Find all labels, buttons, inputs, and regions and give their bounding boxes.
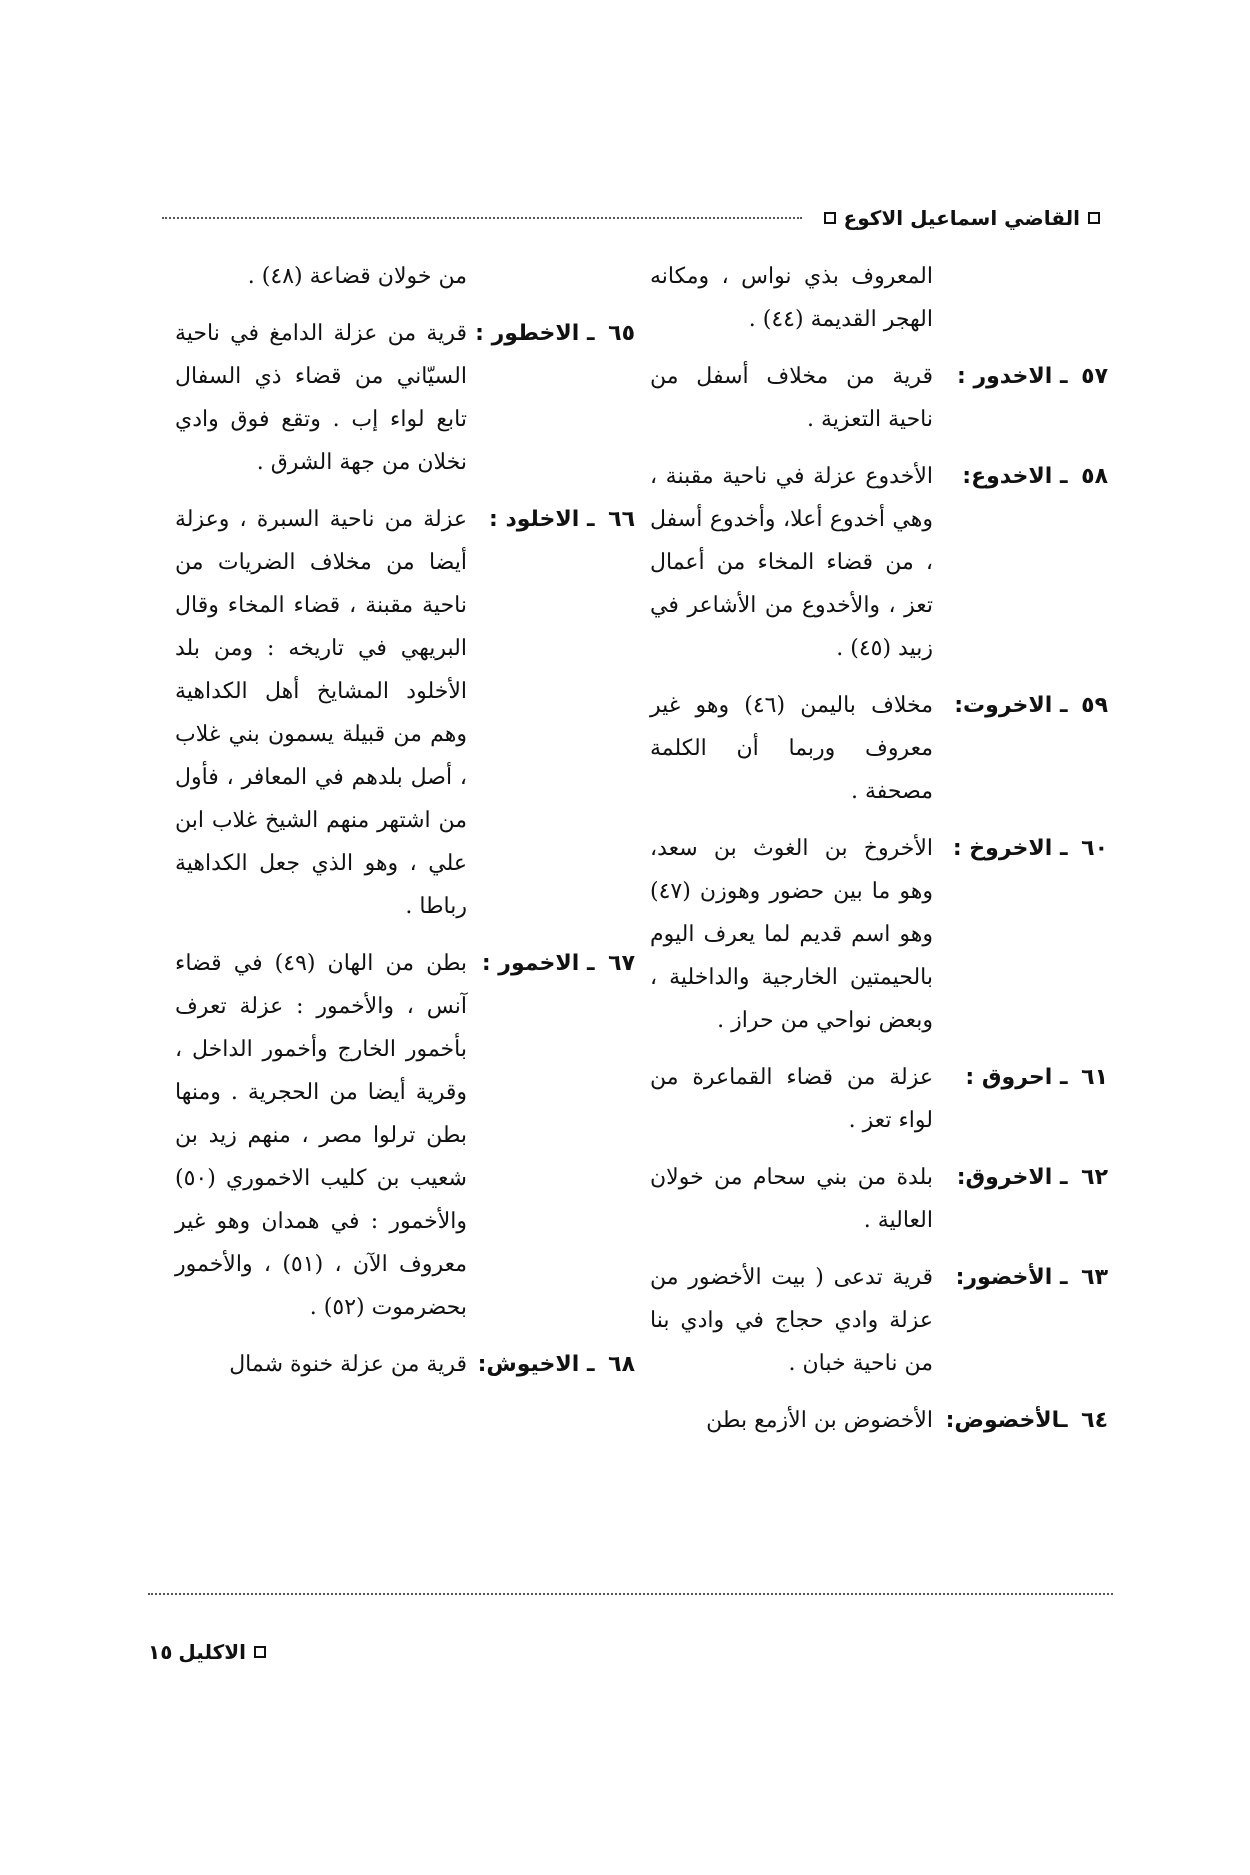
entry-text: قرية من عزلة خنوة شمال: [229, 1352, 467, 1377]
footer-journal-name: الاكليل: [178, 1640, 246, 1664]
entry-text: عزلة من قضاء القماعرة من لواء تعز .: [650, 1065, 933, 1133]
square-ornament-icon: [254, 1646, 266, 1658]
entry-58: [650, 455, 1108, 670]
entry-term: الأخضوض:: [945, 1408, 1060, 1433]
page-footer: [140, 1640, 274, 1664]
entry-term: الاخيوش:: [477, 1352, 580, 1377]
entry-heading: [467, 1343, 635, 1386]
header-dotted-rule: [162, 217, 802, 219]
entry-number: ٦٧: [608, 951, 635, 976]
entry-62: [650, 1156, 1108, 1242]
entry-heading: [933, 1056, 1108, 1099]
entry-text: الأخضوض بن الأزمع بطن: [706, 1408, 933, 1433]
entry-continuation: [175, 255, 635, 298]
footer-dotted-rule: [148, 1593, 1113, 1595]
entry-text: من خولان قضاعة (٤٨) .: [247, 264, 467, 289]
entry-61: [650, 1056, 1108, 1142]
entry-term: الاخمور :: [481, 951, 580, 976]
entry-text: عزلة من ناحية السبرة ، وعزلة أيضا من مخلاف الضريات من ناحية مقبنة ، قضاء المخاء وقال البريهي في تاريخه : ومن بلد الأخلود المشايخ أهل الكداهية وهم من قبيلة يسمون بني غلاب ، أصل بلدهم في المعافر ، فأول من اشتهر منهم الشيخ غلاب ابن علي ، وهو الذي جعل الكداهية رباطا .: [175, 507, 467, 919]
entry-term: الاخروت:: [954, 693, 1053, 718]
entry-number: ٦٥: [608, 321, 635, 346]
entry-heading: [933, 1256, 1108, 1299]
entry-text: الأخروخ بن الغوث بن سعد، وهو ما بين حضور وهوزن (٤٧) وهو اسم قديم لما يعرف اليوم بالحيمتين الخارجية والداخلية ، وبعض نواحي من حراز .: [650, 836, 933, 1033]
right-column: [650, 255, 1108, 1456]
entry-number: ٦٦: [608, 507, 635, 532]
entry-number: ٦٠: [1081, 836, 1108, 861]
entry-text: بلدة من بني سحام من خولان العالية .: [650, 1165, 933, 1233]
entry-65: [175, 312, 635, 484]
entry-term: ـ: [579, 1352, 603, 1377]
entry-60: [650, 827, 1108, 1042]
entry-number: ٦٤: [1081, 1408, 1108, 1433]
entry-text: قرية من عزلة الدامغ في ناحية السيّاني من قضاء ذي السفال تابع لواء إب . وتقع فوق وادي نخلان من جهة الشرق .: [175, 321, 467, 475]
entry-text: مخلاف باليمن (٤٦) وهو غير معروف وربما أن الكلمة مصحفة .: [650, 693, 933, 804]
entry-term: الاخطور :: [475, 321, 580, 346]
entry-term: ـ: [1052, 1065, 1076, 1090]
entry-term: ـ: [1052, 693, 1076, 718]
entry-number: ٦٨: [608, 1352, 635, 1377]
square-ornament-icon: [824, 212, 836, 224]
entry-number: ٦١: [1081, 1065, 1108, 1090]
entry-number: ٥٩: [1081, 693, 1108, 718]
entry-heading: [467, 942, 635, 985]
entry-heading: [933, 355, 1108, 398]
entry-68: [175, 1343, 635, 1386]
entry-64: [650, 1399, 1108, 1442]
entry-continuation: [650, 255, 1108, 341]
entry-text: بطن من الهان (٤٩) في قضاء آنس ، والأخمور : عزلة تعرف بأخمور الخارج وأخمور الداخل ، وقرية أيضا من الحجرية . ومنها بطن ترلوا مصر ، منهم زيد بن شعيب بن كليب الاخموري (٥٠) والأخمور : في همدان وهو غير معروف الآن ، (٥١) ، والأخمور بحضرموت (٥٢) .: [175, 951, 467, 1320]
entry-59: [650, 684, 1108, 813]
entry-heading: [933, 684, 1108, 727]
square-ornament-icon: [1088, 212, 1100, 224]
entry-term: الأخضور:: [955, 1265, 1053, 1290]
entry-number: ٦٣: [1081, 1265, 1108, 1290]
entry-text: المعروف بذي نواس ، ومكانه الهجر القديمة (٤٤) .: [650, 264, 933, 332]
entry-heading: [933, 1156, 1108, 1199]
entry-term: ـ: [1052, 364, 1076, 389]
entry-number: ٦٢: [1081, 1165, 1108, 1190]
entry-term: ـ: [1052, 464, 1076, 489]
entry-heading: [467, 498, 635, 541]
entry-57: [650, 355, 1108, 441]
entry-heading: [933, 1399, 1108, 1442]
page-number: ١٥: [148, 1640, 173, 1664]
entry-heading: [933, 827, 1108, 870]
entry-term: الاخروخ :: [952, 836, 1053, 861]
entry-text: الأخدوع عزلة في ناحية مقبنة ، وهي أخدوع أعلا، وأخدوع أسفل ، من قضاء المخاء من أعمال تعز ، والأخدوع من الأشاعر في زبيد (٤٥) .: [650, 464, 933, 661]
entry-term: الاخلود :: [488, 507, 580, 532]
entry-term: ـ: [579, 321, 603, 346]
entry-heading: [467, 312, 635, 355]
entry-term: الاخدور :: [957, 364, 1053, 389]
entry-text: قرية من مخلاف أسفل من ناحية التعزية .: [650, 364, 933, 432]
entry-63: [650, 1256, 1108, 1385]
entry-term: احروق :: [965, 1065, 1053, 1090]
running-header-title: القاضي اسماعيل الاكوع: [843, 206, 1080, 230]
entry-number: ٥٨: [1081, 464, 1108, 489]
entry-67: [175, 942, 635, 1329]
entry-term: ـ: [1052, 836, 1076, 861]
running-header: [148, 198, 1108, 238]
entry-66: [175, 498, 635, 928]
entry-term: ـ: [1052, 1265, 1076, 1290]
entry-text: قرية تدعى ( بيت الأخضور من عزلة وادي حجاج في وادي بنا من ناحية خبان .: [650, 1265, 933, 1376]
entry-heading: [933, 455, 1108, 498]
entry-term: ـ: [579, 507, 603, 532]
entry-term: ـ: [1052, 1165, 1076, 1190]
entry-term: الاخروق:: [956, 1165, 1053, 1190]
entry-term: ـ: [1059, 1408, 1076, 1433]
entry-number: ٥٧: [1081, 364, 1108, 389]
left-column: [175, 255, 635, 1400]
entry-term: ـ: [579, 951, 603, 976]
entry-term: الاخدوع:: [962, 464, 1053, 489]
